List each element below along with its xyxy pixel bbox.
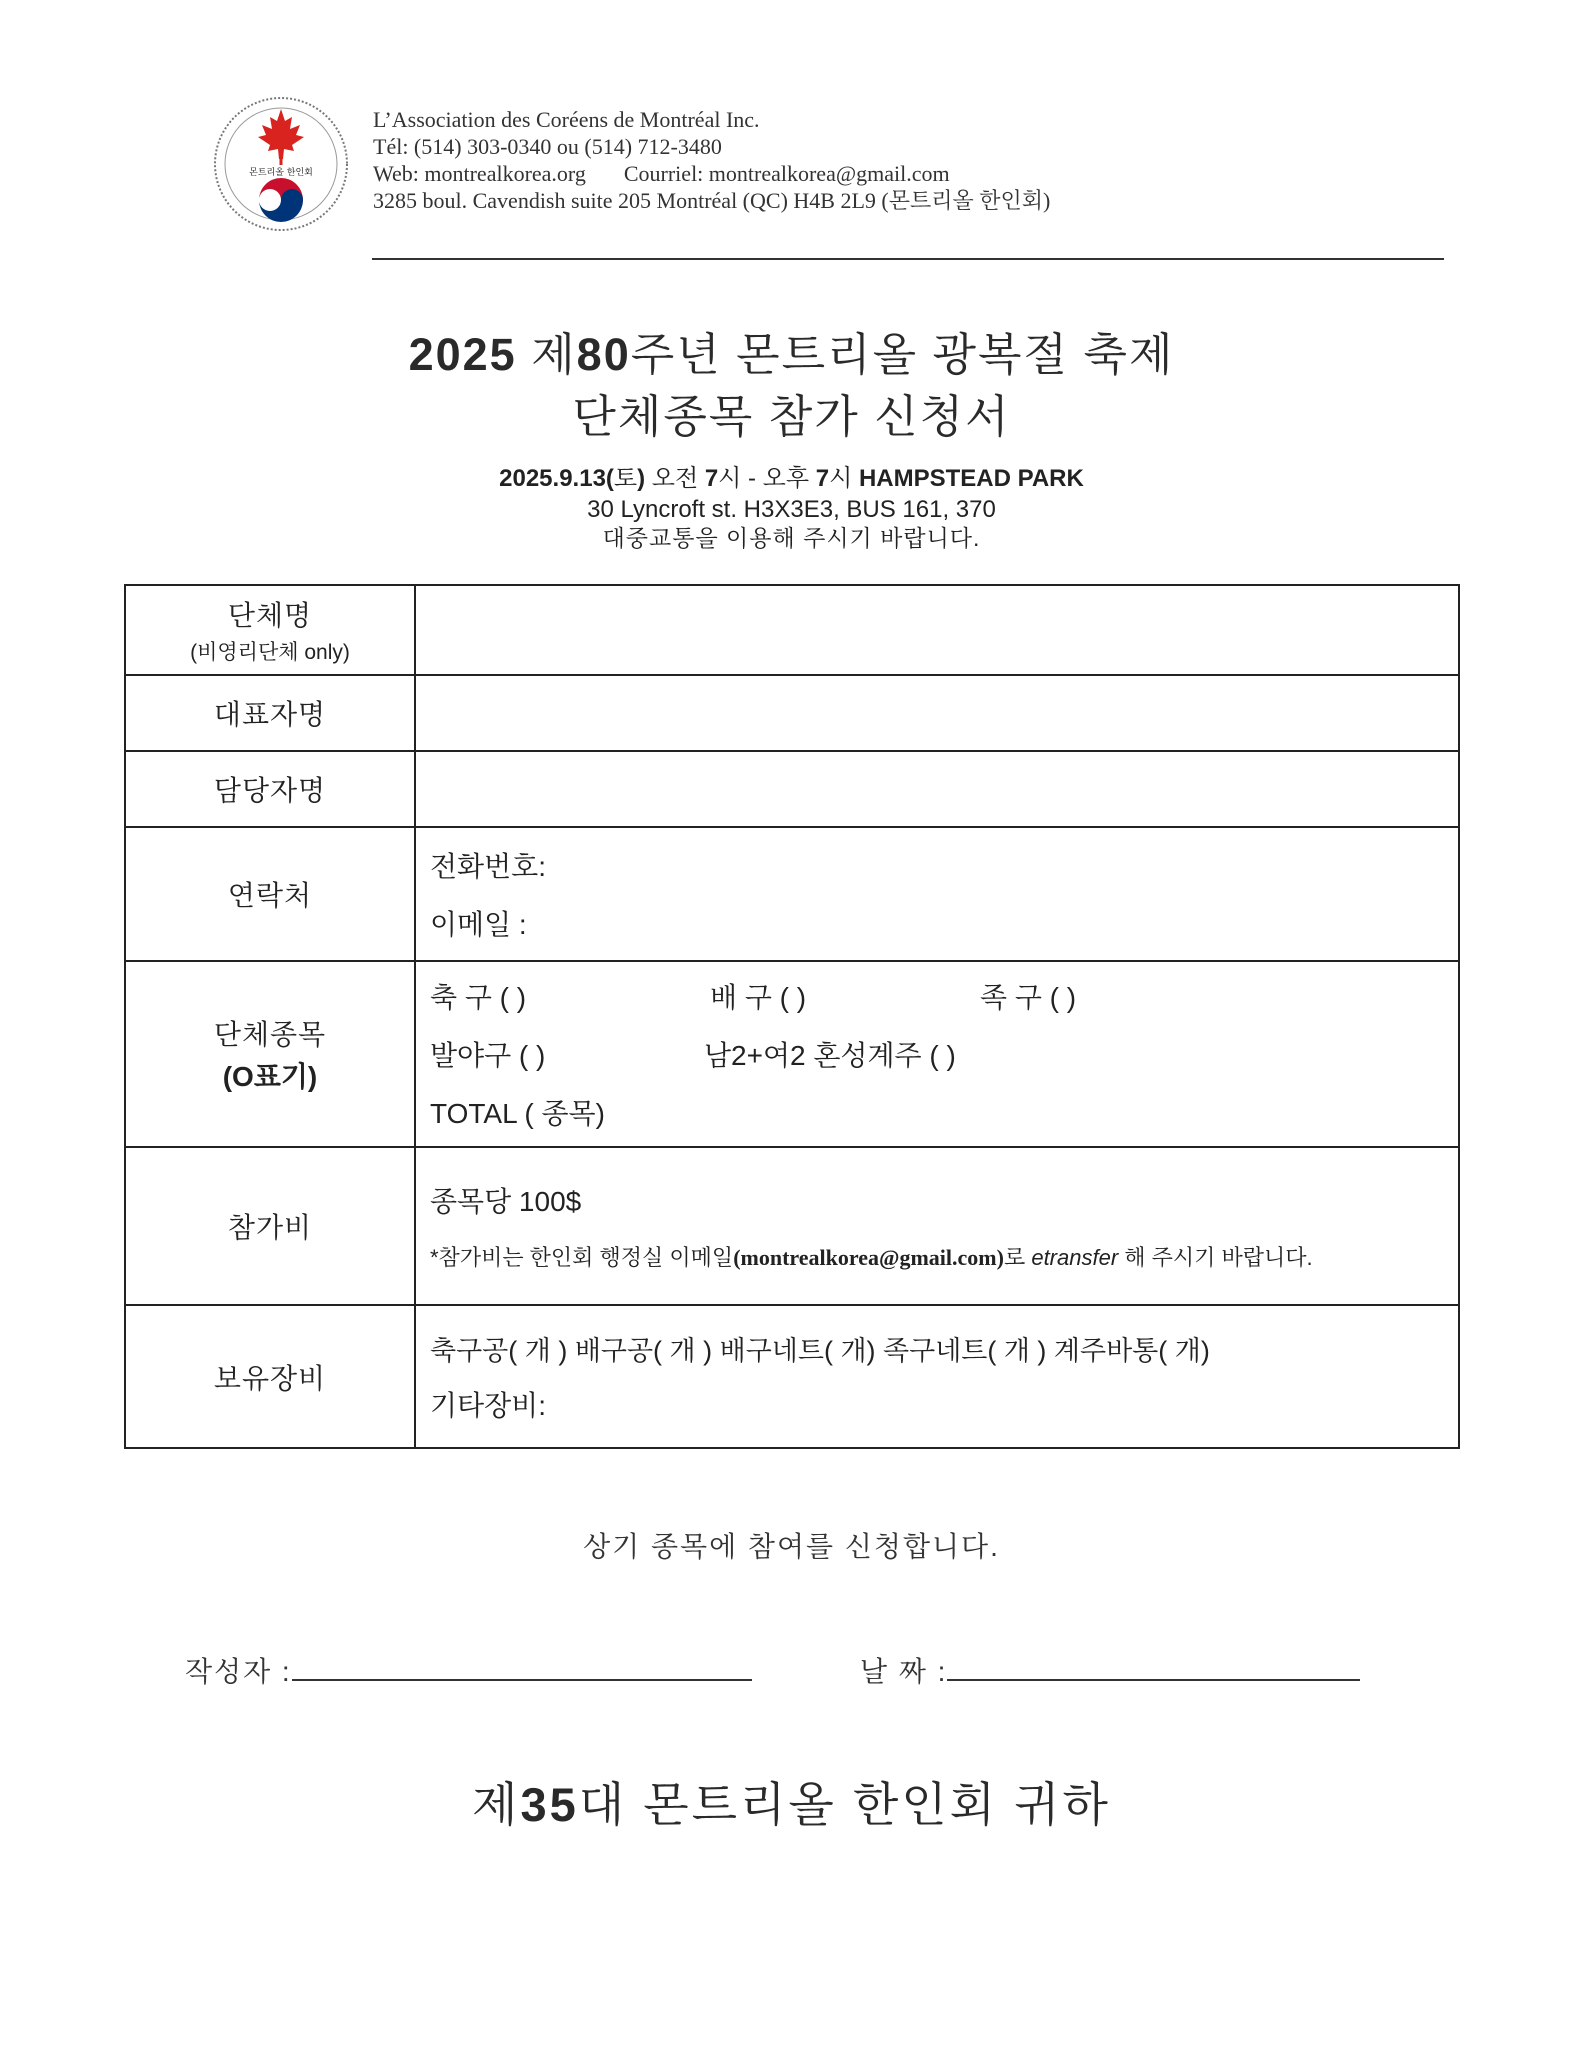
event-address: 30 Lyncroft st. H3X3E3, BUS 161, 370 [587,496,996,523]
document-title: 2025 제80주년 몬트리올 광복절 축제 [408,329,1175,380]
confirmation-statement: 상기 종목에 참여를 신청합니다. [583,1531,1000,1562]
contact-label: 연락처 [125,827,415,961]
association-web: Web: montrealkorea.org [373,161,586,186]
phone-label: 전화번호: [430,851,546,882]
date-label: 날 짜 : [860,1656,948,1687]
form-row-contact [125,827,1459,961]
association-header [373,106,1050,214]
equipment-other: 기타장비: [430,1390,546,1421]
association-logo [212,95,350,233]
email-label: 이메일 : [430,909,527,940]
fee-label: 참가비 [125,1147,415,1305]
event-footvolley: 족 구 ( ) [980,982,1077,1013]
association-name: L’Association des Coréens de Montréal Inc. [373,107,760,132]
form-row-contact-person [125,751,1459,827]
addressee: 제35대 몬트리올 한인회 귀하 [472,1778,1111,1831]
equipment-field[interactable] [415,1305,1459,1448]
event-venue: HAMPSTEAD PARK [858,465,1084,492]
form-row-fee [125,1147,1459,1305]
fee-amount: 종목당 100$ [430,1186,582,1217]
date-field[interactable] [947,1653,1360,1681]
equipment-label: 보유장비 [125,1305,415,1448]
event-footbaseball: 발야구 ( ) [430,1040,546,1071]
form-row-equipment [125,1305,1459,1448]
event-volleyball: 배 구 ( ) [710,982,807,1013]
representative-label: 대표자명 [125,675,415,751]
contact-person-label: 담당자명 [125,751,415,827]
contact-field[interactable] [415,827,1459,961]
logo-text: 몬트리올 한인회 [249,168,313,178]
representative-field[interactable] [415,675,1459,751]
header-divider [372,258,1444,260]
association-address: 3285 boul. Cavendish suite 205 Montréal (QC) H4B 2L9 (몬트리올 한인회) [373,188,1051,213]
association-web-email [373,160,1050,187]
equipment-list: 축구공( 개 ) 배구공( 개 ) 배구네트( 개) 족구네트( 개 ) 계주바통( 개) [430,1336,1210,1366]
date-signature-line [860,1650,1360,1690]
org-name-field[interactable] [415,585,1459,675]
event-soccer: 축 구 ( ) [430,982,527,1013]
events-label: 단체종목 (O표기) [125,961,415,1147]
form-row-events [125,961,1459,1147]
association-phone: Tél: (514) 303-0340 ou (514) 712-3480 [373,134,722,159]
form-row-representative [125,675,1459,751]
author-signature-line [185,1650,752,1690]
fee-field [415,1147,1459,1305]
fee-note: *참가비는 한인회 행정실 이메일(montrealkorea@gmail.com)로 etransfer 해 주시기 바랍니다. [430,1245,1313,1270]
event-transit-note: 대중교통을 이용해 주시기 바랍니다. [602,525,981,551]
event-datetime: 2025.9.13(토) 오전 7시 - 오후 7시 HAMPSTEAD PARK [499,465,1084,492]
events-field[interactable] [415,961,1459,1147]
author-label: 작성자 : [185,1656,292,1687]
form-row-org-name [125,585,1459,675]
org-name-label: 단체명 (비영리단체 only) [125,585,415,675]
association-email: Courriel: montrealkorea@gmail.com [623,161,950,186]
author-field[interactable] [292,1653,752,1681]
contact-person-field[interactable] [415,751,1459,827]
event-relay: 남2+여2 혼성계주 ( ) [704,1040,956,1071]
application-form [124,584,1460,1449]
document-subtitle: 단체종목 참가 신청서 [572,391,1011,442]
events-total: TOTAL ( 종목) [430,1098,605,1129]
